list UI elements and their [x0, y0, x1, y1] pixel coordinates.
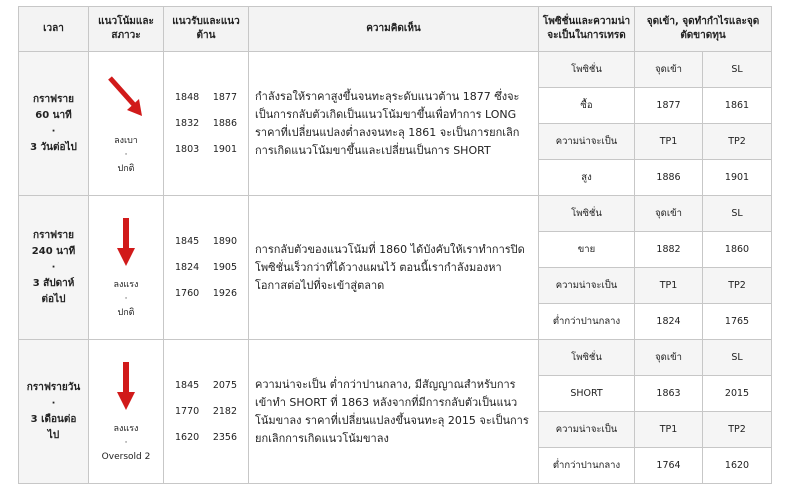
resistance-value: 1901 — [212, 144, 237, 155]
position-cell: 1861 — [703, 88, 772, 124]
position-cell: ความน่าจะเป็น — [539, 268, 635, 304]
trend-text — [89, 134, 163, 176]
position-cell: โพซิชั่น — [539, 340, 635, 376]
position-cell: ซื้อ — [539, 88, 635, 124]
position-cell: ขาย — [539, 232, 635, 268]
resistance-value: 1886 — [212, 118, 237, 129]
timeframe-cell — [19, 340, 89, 484]
timeframe-line: · — [51, 125, 56, 137]
trend-line: ลงแรง — [113, 423, 139, 434]
position-cell: ความน่าจะเป็น — [539, 412, 635, 448]
position-cell: TP2 — [703, 268, 772, 304]
position-cell: TP1 — [635, 268, 703, 304]
trend-line: ปกติ — [117, 163, 135, 174]
timeframe-line: 3 เดือนต่อ — [30, 413, 77, 425]
comment-cell: กำลังรอให้ราคาสูงขึ้นจนทะลุระดับแนวต้าน 1877 ซึ่งจะเป็นการกลับตัวเกิดเป็นแนวโน้มขาขึ้นเพื่อทำการ LONG ราคาที่เปลี่ยนแปลงต่ำลงจนทะลุ 1861 จะเป็นการยกเลิกการเกิดแนวโน้มขาขึ้นและเปลี่ยนเป็นการ SHORT — [249, 52, 539, 196]
sr-pair — [164, 118, 248, 129]
position-cell: SL — [703, 196, 772, 232]
position-cell: จุดเข้า — [635, 196, 703, 232]
timeframe-cell — [19, 196, 89, 340]
down-arrow-icon — [104, 216, 148, 268]
resistance-value: 2356 — [212, 432, 237, 443]
table-row — [19, 340, 772, 376]
trend-line: ปกติ — [117, 307, 135, 318]
resistance-value: 2075 — [212, 380, 237, 391]
position-cell: ความน่าจะเป็น — [539, 124, 635, 160]
timeframe-line: ต่อไป — [41, 293, 66, 305]
position-cell: 1765 — [703, 304, 772, 340]
timeframe-line: 3 วันต่อไป — [30, 141, 77, 153]
trend-text — [89, 278, 163, 320]
position-cell: 1860 — [703, 232, 772, 268]
position-cell: 1886 — [635, 160, 703, 196]
support-value: 1848 — [175, 92, 200, 103]
down-arrow-icon — [104, 360, 148, 412]
comment-cell: ความน่าจะเป็น ต่ำกว่าปานกลาง, มีสัญญาณสำหรับการเข้าทำ SHORT ที่ 1863 หลังจากที่มีการกลับตัวเป็นแนวโน้มขาลง ราคาที่เปลี่ยนแปลงขึ้นจนทะลุ 2015 จะเป็นการยกเลิกการเกิดแนวโน้มขาลง — [249, 340, 539, 484]
resistance-value: 1926 — [212, 288, 237, 299]
position-cell: จุดเข้า — [635, 340, 703, 376]
position-cell: 1882 — [635, 232, 703, 268]
timeframe-line: กราฟรายวัน — [26, 381, 81, 393]
sr-pair — [164, 144, 248, 155]
trend-line: · — [124, 149, 128, 160]
position-cell: 1877 — [635, 88, 703, 124]
position-cell: SHORT — [539, 376, 635, 412]
position-cell: 2015 — [703, 376, 772, 412]
support-resistance-cell — [164, 340, 249, 484]
sr-pair — [164, 236, 248, 247]
resistance-value: 1905 — [212, 262, 237, 273]
timeframe-line: 240 นาที — [31, 245, 76, 257]
sr-pair — [164, 262, 248, 273]
trend-cell — [89, 196, 164, 340]
resistance-value: 1890 — [212, 236, 237, 247]
support-value: 1845 — [175, 236, 200, 247]
position-cell: 1901 — [703, 160, 772, 196]
sr-pair — [164, 432, 248, 443]
position-cell: ต่ำกว่าปานกลาง — [539, 448, 635, 484]
position-cell: โพซิชั่น — [539, 196, 635, 232]
sr-pair — [164, 288, 248, 299]
timeframe-line: กราฟราย — [33, 229, 74, 241]
support-value: 1770 — [175, 406, 200, 417]
support-resistance-cell — [164, 196, 249, 340]
sr-pair — [164, 380, 248, 391]
timeframe-cell — [19, 52, 89, 196]
support-value: 1803 — [175, 144, 200, 155]
forecast-table — [18, 6, 772, 484]
position-cell: 1863 — [635, 376, 703, 412]
support-value: 1760 — [175, 288, 200, 299]
comment-cell: การกลับตัวของแนวโน้มที่ 1860 ได้บังคับให้เราทำการปิดโพซิชั่นเร็วกว่าที่ได้วางแผนไว้ ตอนนี้เรากำลังมองหาโอกาสต่อไปที่จะเข้าสู่ตลาด — [249, 196, 539, 340]
position-cell: TP1 — [635, 412, 703, 448]
trend-cell — [89, 340, 164, 484]
header-levels: จุดเข้า, จุดทำกำไรและจุดตัดขาดทุน — [635, 7, 772, 52]
position-cell: สูง — [539, 160, 635, 196]
timeframe-line: · — [51, 397, 56, 409]
header-trend: แนวโน้มและสภาวะ — [89, 7, 164, 52]
table-row — [19, 196, 772, 232]
timeframe-line: · — [51, 261, 56, 273]
position-cell: จุดเข้า — [635, 52, 703, 88]
position-cell: 1764 — [635, 448, 703, 484]
trend-line: ลงแรง — [113, 279, 139, 290]
timeframe-line: กราฟราย — [33, 93, 74, 105]
trend-line: · — [124, 293, 128, 304]
support-value: 1832 — [175, 118, 200, 129]
position-cell: SL — [703, 340, 772, 376]
table-row — [19, 52, 772, 88]
header-position: โพซิชั่นและความน่าจะเป็นในการเทรด — [539, 7, 635, 52]
position-cell: TP2 — [703, 412, 772, 448]
down-right-arrow-icon — [104, 72, 148, 124]
position-cell: TP2 — [703, 124, 772, 160]
trend-line: ลงเบา — [114, 135, 138, 146]
position-cell: SL — [703, 52, 772, 88]
support-value: 1845 — [175, 380, 200, 391]
header-row — [19, 7, 772, 52]
position-cell: TP1 — [635, 124, 703, 160]
position-cell: 1620 — [703, 448, 772, 484]
trend-text — [89, 422, 163, 464]
timeframe-line: 60 นาที — [35, 109, 72, 121]
header-support-resistance: แนวรับและแนวต้าน — [164, 7, 249, 52]
resistance-value: 1877 — [212, 92, 237, 103]
header-time: เวลา — [19, 7, 89, 52]
support-value: 1620 — [175, 432, 200, 443]
trend-line: Oversold 2 — [101, 451, 151, 462]
timeframe-line: 3 สัปดาห์ — [32, 277, 75, 289]
position-cell: โพซิชั่น — [539, 52, 635, 88]
support-value: 1824 — [175, 262, 200, 273]
sr-pair — [164, 406, 248, 417]
timeframe-line: ไป — [47, 429, 60, 441]
header-comment: ความคิดเห็น — [249, 7, 539, 52]
support-resistance-cell — [164, 52, 249, 196]
trend-line: · — [124, 437, 128, 448]
trend-cell — [89, 52, 164, 196]
resistance-value: 2182 — [212, 406, 237, 417]
position-cell: ต่ำกว่าปานกลาง — [539, 304, 635, 340]
position-cell: 1824 — [635, 304, 703, 340]
sr-pair — [164, 92, 248, 103]
